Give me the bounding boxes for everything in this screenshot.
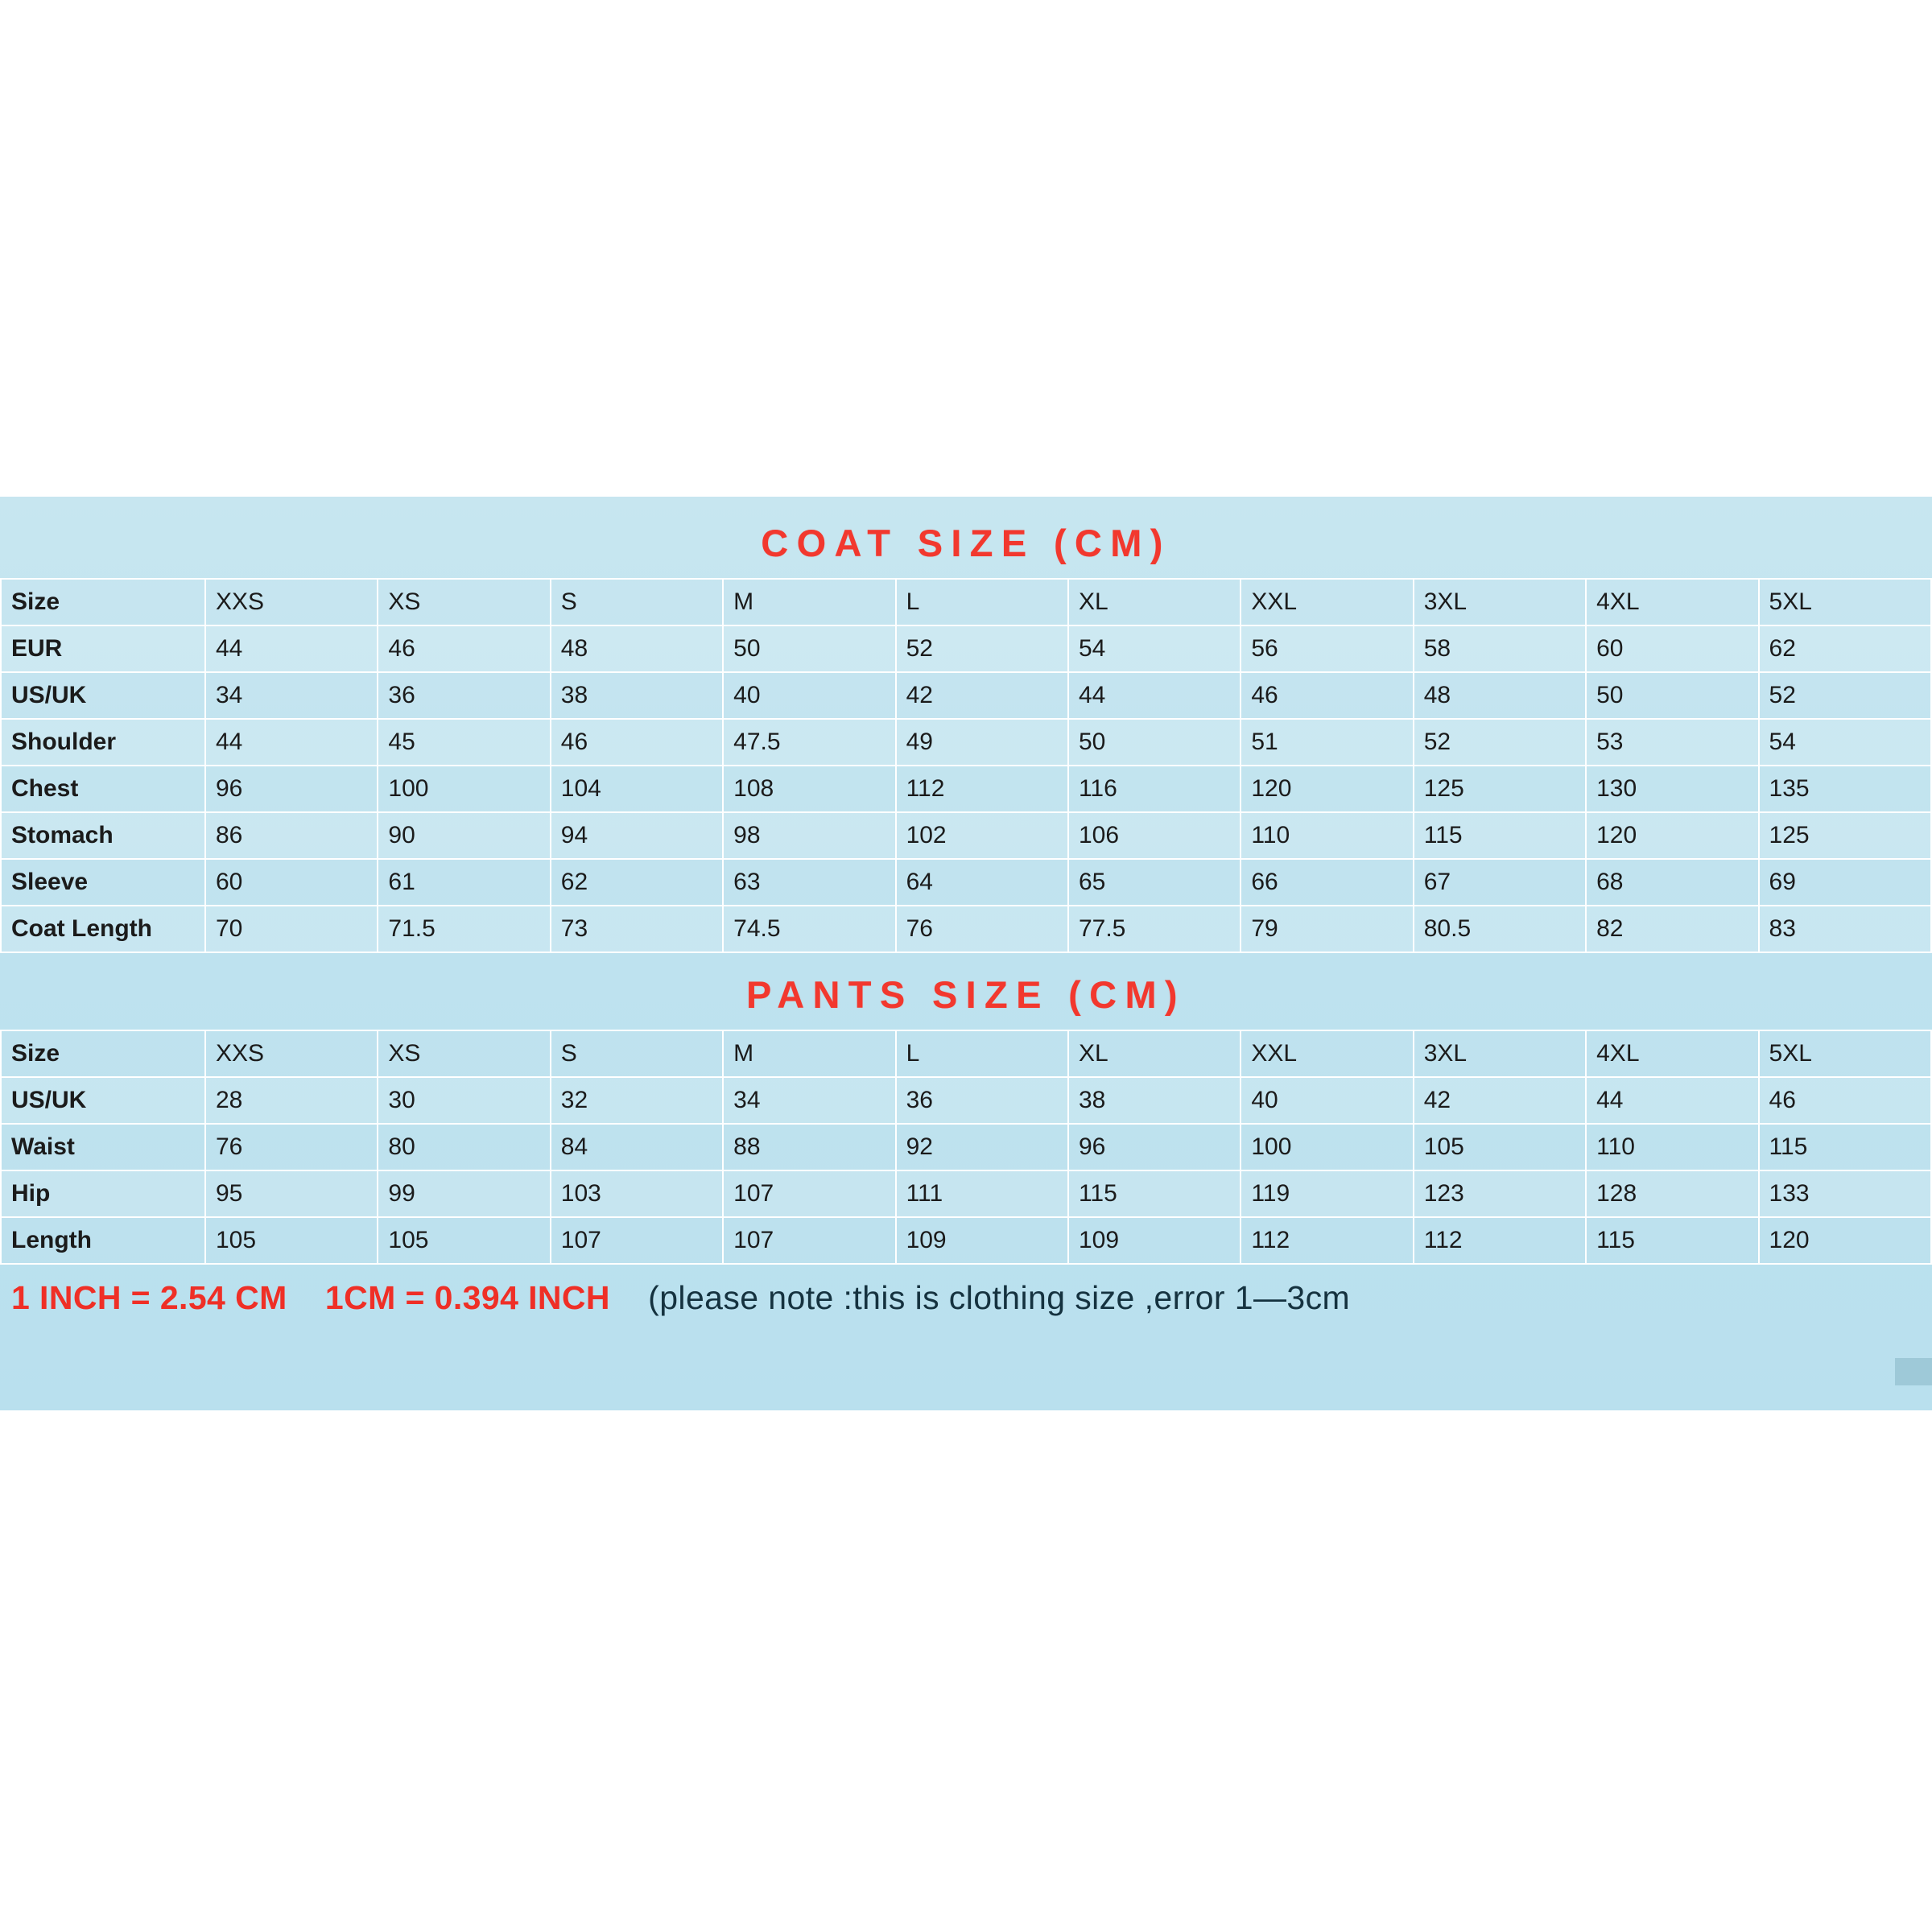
table-cell: 38 [1068,1077,1241,1124]
table-cell: 71.5 [378,906,550,952]
table-cell: 42 [1414,1077,1586,1124]
table-cell: 128 [1586,1170,1758,1217]
table-cell: 110 [1241,812,1413,859]
table-row [1,812,1931,859]
table-cell: 44 [1068,672,1241,719]
table-cell: 66 [1241,859,1413,906]
table-cell: 108 [723,766,895,812]
row-header-cell: Size [1,579,205,625]
table-cell: 36 [378,672,550,719]
table-cell: L [896,1030,1068,1077]
row-header-cell: Shoulder [1,719,205,766]
conversion-note [0,1265,1932,1317]
table-cell: 65 [1068,859,1241,906]
table-cell: 130 [1586,766,1758,812]
table-cell: 94 [551,812,723,859]
table-cell: 51 [1241,719,1413,766]
pants-size-table-body [1,1030,1931,1264]
table-cell: 50 [1068,719,1241,766]
table-cell: 48 [551,625,723,672]
table-cell: 115 [1414,812,1586,859]
table-cell: 105 [1414,1124,1586,1170]
table-cell: 34 [205,672,378,719]
table-cell: 74.5 [723,906,895,952]
table-row [1,1124,1931,1170]
table-cell: 99 [378,1170,550,1217]
table-cell: 44 [205,625,378,672]
table-cell: 82 [1586,906,1758,952]
table-cell: XS [378,579,550,625]
row-header-cell: US/UK [1,672,205,719]
table-cell: 135 [1759,766,1931,812]
table-cell: 42 [896,672,1068,719]
table-cell: 100 [1241,1124,1413,1170]
row-header-cell: Chest [1,766,205,812]
table-cell: 3XL [1414,1030,1586,1077]
table-row [1,672,1931,719]
table-cell: 48 [1414,672,1586,719]
row-header-cell: EUR [1,625,205,672]
table-cell: 56 [1241,625,1413,672]
table-cell: 34 [723,1077,895,1124]
table-row [1,1170,1931,1217]
table-cell: 115 [1759,1124,1931,1170]
table-cell: 120 [1241,766,1413,812]
table-row [1,1217,1931,1264]
table-row [1,766,1931,812]
pants-size-table [0,1030,1932,1265]
table-cell: 69 [1759,859,1931,906]
table-cell: 111 [896,1170,1068,1217]
table-cell: 46 [1759,1077,1931,1124]
table-cell: 50 [1586,672,1758,719]
table-row [1,579,1931,625]
table-cell: 115 [1586,1217,1758,1264]
table-cell: 98 [723,812,895,859]
table-row [1,1030,1931,1077]
table-cell: 96 [205,766,378,812]
table-cell: XXL [1241,579,1413,625]
table-cell: 28 [205,1077,378,1124]
table-row [1,1077,1931,1124]
table-cell: 52 [1759,672,1931,719]
table-cell: 96 [1068,1124,1241,1170]
table-cell: 4XL [1586,1030,1758,1077]
table-cell: 133 [1759,1170,1931,1217]
table-cell: 32 [551,1077,723,1124]
table-cell: 45 [378,719,550,766]
table-cell: 5XL [1759,579,1931,625]
table-cell: 77.5 [1068,906,1241,952]
table-cell: 115 [1068,1170,1241,1217]
table-cell: 62 [551,859,723,906]
row-header-cell: US/UK [1,1077,205,1124]
size-chart-panel [0,497,1932,1410]
table-cell: XXS [205,579,378,625]
table-cell: 46 [1241,672,1413,719]
row-header-cell: Waist [1,1124,205,1170]
table-cell: 110 [1586,1124,1758,1170]
table-row [1,859,1931,906]
table-cell: 107 [551,1217,723,1264]
table-cell: 73 [551,906,723,952]
table-cell: 47.5 [723,719,895,766]
table-cell: 86 [205,812,378,859]
table-cell: 90 [378,812,550,859]
corner-artifact [1895,1358,1932,1385]
table-cell: XXL [1241,1030,1413,1077]
table-cell: 100 [378,766,550,812]
table-row [1,719,1931,766]
table-cell: 80.5 [1414,906,1586,952]
table-cell: XL [1068,1030,1241,1077]
cm-to-inch-note: 1CM = 0.394 INCH [324,1279,610,1316]
table-cell: 3XL [1414,579,1586,625]
table-cell: 54 [1068,625,1241,672]
table-cell: 60 [205,859,378,906]
table-cell: 109 [896,1217,1068,1264]
table-cell: 112 [896,766,1068,812]
row-header-cell: Hip [1,1170,205,1217]
coat-size-table-body [1,579,1931,952]
table-cell: M [723,1030,895,1077]
table-cell: 52 [1414,719,1586,766]
table-cell: 38 [551,672,723,719]
table-cell: XS [378,1030,550,1077]
table-cell: 125 [1759,812,1931,859]
table-cell: 46 [378,625,550,672]
row-header-cell: Stomach [1,812,205,859]
table-cell: 64 [896,859,1068,906]
table-cell: 107 [723,1170,895,1217]
table-cell: 102 [896,812,1068,859]
table-cell: 50 [723,625,895,672]
table-cell: 95 [205,1170,378,1217]
table-cell: S [551,1030,723,1077]
table-cell: 104 [551,766,723,812]
coat-size-table [0,578,1932,953]
table-cell: 76 [205,1124,378,1170]
table-cell: 67 [1414,859,1586,906]
coat-size-title: COAT SIZE (CM) [761,522,1171,564]
table-cell: 63 [723,859,895,906]
table-cell: 70 [205,906,378,952]
table-cell: 105 [378,1217,550,1264]
table-cell: XL [1068,579,1241,625]
pants-size-title: PANTS SIZE (CM) [746,973,1186,1016]
table-cell: 49 [896,719,1068,766]
table-cell: 54 [1759,719,1931,766]
table-row [1,906,1931,952]
table-cell: 44 [205,719,378,766]
table-cell: 123 [1414,1170,1586,1217]
table-cell: 112 [1414,1217,1586,1264]
table-cell: 92 [896,1124,1068,1170]
table-cell: 30 [378,1077,550,1124]
table-cell: 4XL [1586,579,1758,625]
table-cell: 120 [1759,1217,1931,1264]
table-cell: 125 [1414,766,1586,812]
table-cell: 40 [723,672,895,719]
table-cell: 84 [551,1124,723,1170]
table-cell: 62 [1759,625,1931,672]
table-cell: 80 [378,1124,550,1170]
table-cell: 83 [1759,906,1931,952]
table-cell: 88 [723,1124,895,1170]
table-cell: 44 [1586,1077,1758,1124]
table-cell: 119 [1241,1170,1413,1217]
table-cell: 107 [723,1217,895,1264]
table-cell: M [723,579,895,625]
row-header-cell: Size [1,1030,205,1077]
table-cell: 58 [1414,625,1586,672]
table-cell: 120 [1586,812,1758,859]
error-tolerance-note: (please note :this is clothing size ,error 1—3cm [648,1279,1351,1316]
table-cell: 5XL [1759,1030,1931,1077]
table-cell: 109 [1068,1217,1241,1264]
table-cell: S [551,579,723,625]
table-cell: XXS [205,1030,378,1077]
table-cell: 79 [1241,906,1413,952]
table-cell: 103 [551,1170,723,1217]
row-header-cell: Coat Length [1,906,205,952]
table-cell: 46 [551,719,723,766]
table-cell: 61 [378,859,550,906]
table-cell: 68 [1586,859,1758,906]
row-header-cell: Length [1,1217,205,1264]
table-cell: 36 [896,1077,1068,1124]
table-cell: 76 [896,906,1068,952]
row-header-cell: Sleeve [1,859,205,906]
table-cell: 60 [1586,625,1758,672]
table-row [1,625,1931,672]
table-cell: 112 [1241,1217,1413,1264]
table-cell: 106 [1068,812,1241,859]
table-cell: 105 [205,1217,378,1264]
table-cell: 52 [896,625,1068,672]
table-cell: L [896,579,1068,625]
table-cell: 116 [1068,766,1241,812]
table-cell: 40 [1241,1077,1413,1124]
inch-to-cm-note: 1 INCH = 2.54 CM [11,1279,287,1316]
table-cell: 53 [1586,719,1758,766]
